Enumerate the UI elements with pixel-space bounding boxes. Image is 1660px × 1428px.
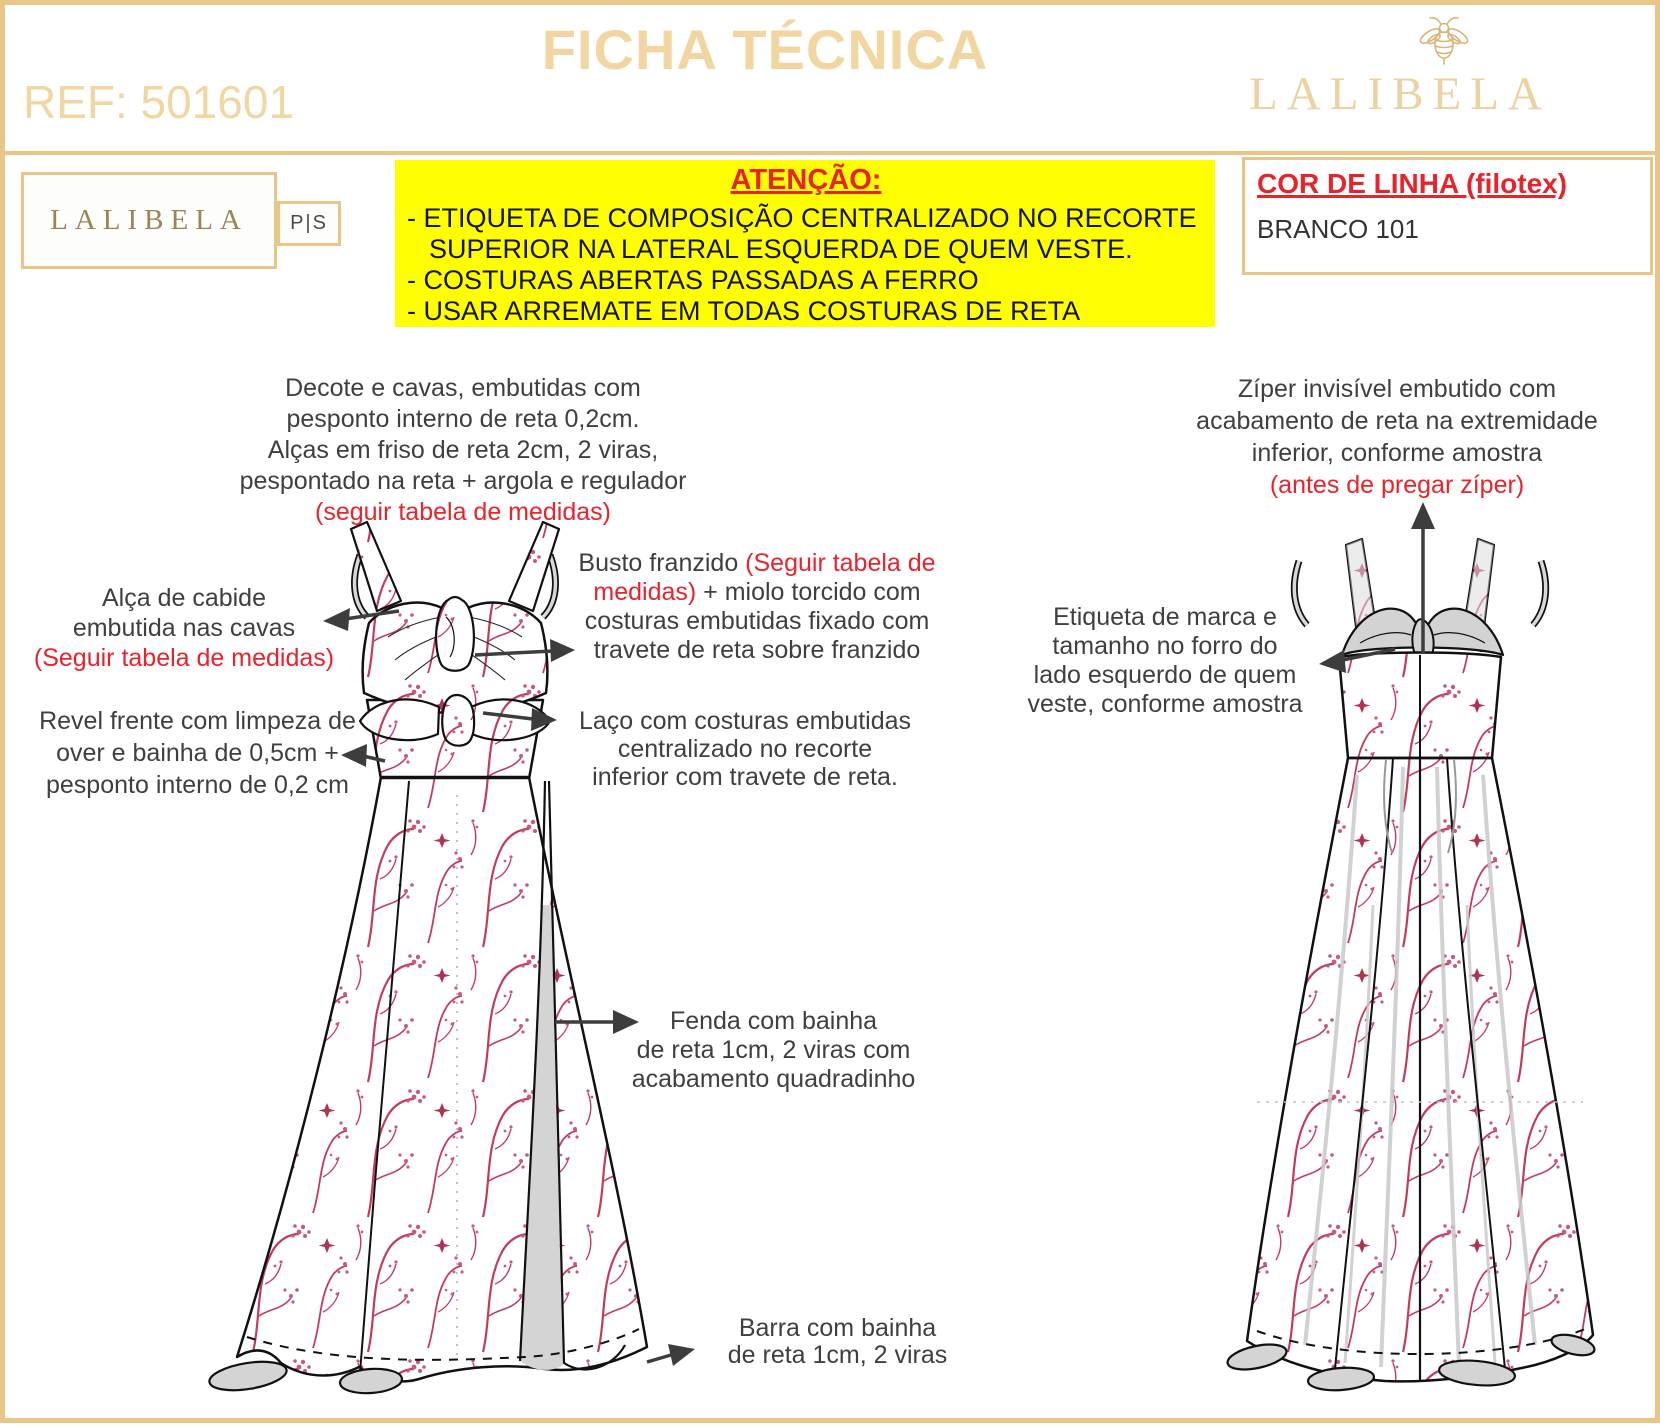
underbust-bow-knot — [442, 695, 474, 746]
attention-line: SUPERIOR NA LATERAL ESQUERDA DE QUEM VESTE. — [407, 234, 1205, 265]
annotation-neckline: Decote e cavas, embutidas com pesponto interno de reta 0,2cm. Alças em friso de reta 2cm, 2 viras, pespontado na reta + argola e regulador (seguir tabela de medidas) — [213, 373, 713, 528]
annotation-gathered-bust: Busto franzido (Seguir tabela de medidas) + miolo torcido com costuras embutidas fixado com travete de reta sobre franzido — [547, 549, 967, 665]
attention-line: - ETIQUETA DE COMPOSIÇÃO CENTRALIZADO NO RECORTE — [407, 203, 1205, 234]
front-skirt — [237, 777, 647, 1381]
brand-logo-text: LALIBELA — [50, 204, 248, 237]
brand-wordmark: LALIBELA — [1220, 67, 1580, 121]
thread-color-value: BRANCO 101 — [1257, 214, 1650, 245]
annotation-hem: Barra com bainha de reta 1cm, 2 viras — [705, 1315, 970, 1369]
annotation-bow: Laço com costuras embutidas centralizado no recorte inferior com travete de reta. — [545, 707, 945, 791]
annotation-slit: Fenda com bainha de reta 1cm, 2 viras com acabamento quadradinho — [601, 1007, 946, 1094]
reference-number: REF: 501601 — [23, 75, 294, 129]
annotation-zipper: Zíper invisível embutido com acabamento de reta na extremidade inferior, conforme amostra (antes de pregar zíper) — [1177, 373, 1617, 501]
attention-line: - USAR ARREMATE EM TODAS COSTURAS DE RETA — [407, 296, 1205, 327]
annotation-facing: Revel frente com limpeza de over e bainha de 0,5cm + pesponto interno de 0,2 cm — [5, 705, 390, 801]
bust-twist-knot — [436, 597, 474, 671]
page-title: FICHA TÉCNICA — [345, 17, 1185, 82]
front-hem-fold — [207, 1357, 288, 1395]
annotation-label: Etiqueta de marca e tamanho no forro do lado esquerdo de quem veste, conforme amostra — [995, 603, 1335, 719]
annotation-hanger-strap: Alça de cabide embutida nas cavas (Seguir tabela de medidas) — [5, 583, 363, 673]
brand-ps-text: P|S — [290, 212, 328, 235]
thread-color-title: COR DE LINHA (filotex) — [1257, 168, 1650, 200]
attention-line: - COSTURAS ABERTAS PASSADAS A FERRO — [407, 265, 1205, 296]
attention-heading: ATENÇÃO: — [407, 164, 1205, 197]
back-hem-fold — [1225, 1340, 1288, 1374]
arrow-barra — [647, 1344, 695, 1366]
